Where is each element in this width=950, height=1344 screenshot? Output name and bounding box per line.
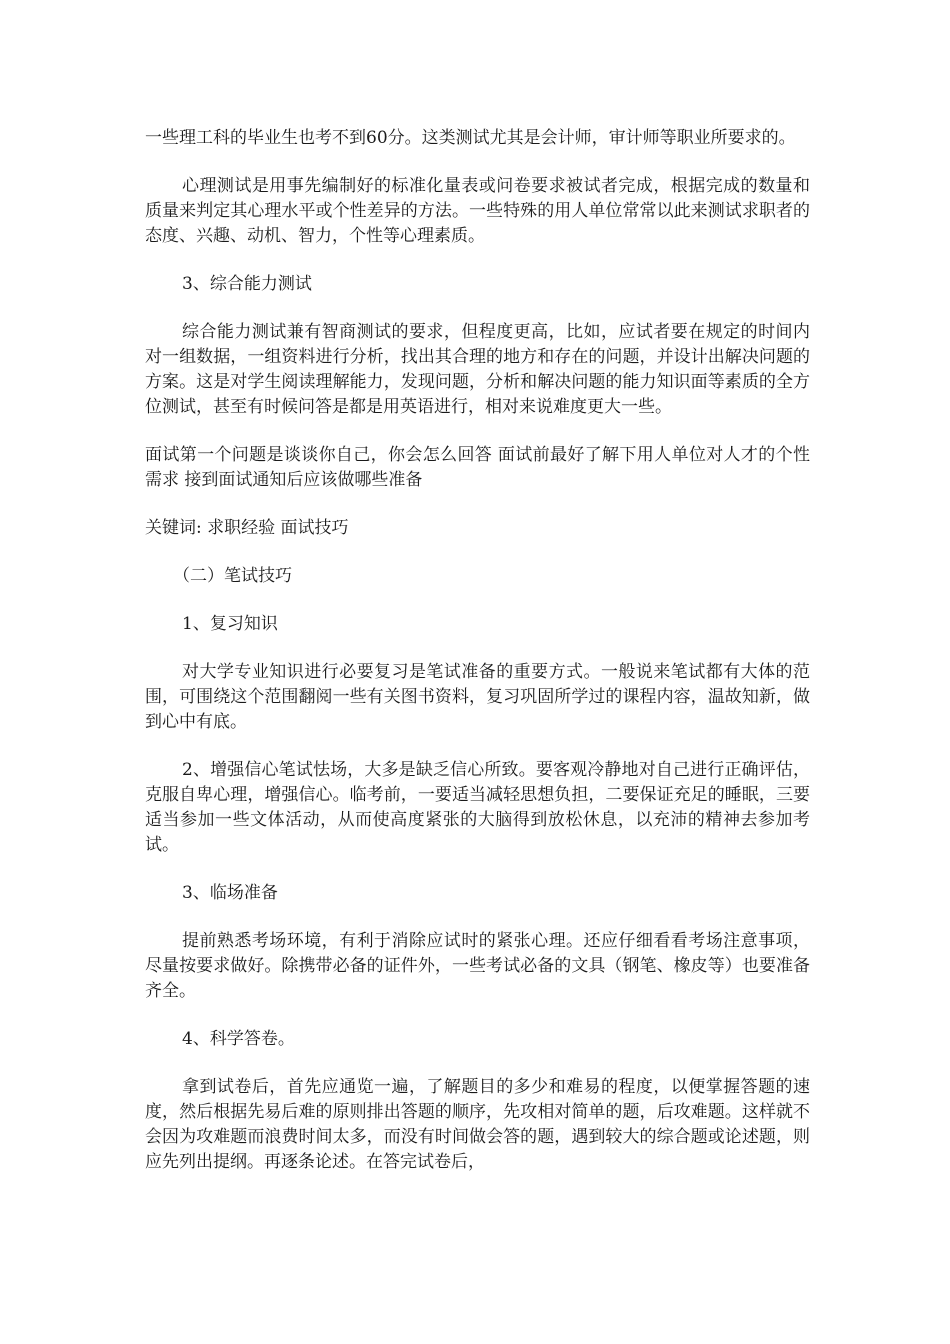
- paragraph-on-site-prep: 提前熟悉考场环境，有利于消除应试时的紧张心理。还应仔细看看考场注意事项，尽量按要求做好。除携带必备的证件外，一些考试必备的文具（钢笔、橡皮等）也要准备齐全。: [145, 931, 810, 1001]
- paragraph-related-links: 面试第一个问题是谈谈你自己，你会怎么回答 面试前最好了解下用人单位对人才的个性需求 接到面试通知后应该做哪些准备: [145, 445, 810, 490]
- paragraph-build-confidence: 2、增强信心笔试怯场，大多是缺乏信心所致。要客观冷静地对自己进行正确评估，克服自卑心理，增强信心。临考前，一要适当减轻思想负担，二要保证充足的睡眠，三要适当参加一些文体活动，从而使高度紧张的大脑得到放松休息，以充沛的精神去参加考试。: [145, 760, 810, 855]
- paragraph-continuation: 一些理工科的毕业生也考不到60分。这类测试尤其是会计师，审计师等职业所要求的。: [145, 128, 796, 148]
- section-heading-written-test-tips: （二）笔试技巧: [173, 566, 292, 586]
- section-heading-on-site-prep: 3、临场准备: [182, 883, 278, 903]
- section-heading-review-knowledge: 1、复习知识: [182, 614, 278, 634]
- paragraph-keywords: 关键词: 求职经验 面试技巧: [145, 518, 349, 538]
- paragraph-review-knowledge: 对大学专业知识进行必要复习是笔试准备的重要方式。一般说来笔试都有大体的范围，可围绕这个范围翻阅一些有关图书资料，复习巩固所学过的课程内容，温故知新，做到心中有底。: [145, 662, 810, 732]
- paragraph-comprehensive-test: 综合能力测试兼有智商测试的要求，但程度更高，比如，应试者要在规定的时间内对一组数据，一组资料进行分析，找出其合理的地方和存在的问题，并设计出解决问题的方案。这是对学生阅读理解能力，发现问题，分析和解决问题的能力知识面等素质的全方位测试，甚至有时候问答是都是用英语进行，相对来说难度更大一些。: [145, 322, 810, 417]
- section-heading-scientific-answering: 4、科学答卷。: [182, 1029, 295, 1049]
- document-body: [145, 126, 810, 1198]
- paragraph-psych-test: 心理测试是用事先编制好的标准化量表或问卷要求被试者完成，根据完成的数量和质量来判定其心理水平或个性差异的方法。一些特殊的用人单位常常以此来测试求职者的态度、兴趣、动机、智力，个性等心理素质。: [145, 176, 810, 246]
- section-heading-comprehensive-test: 3、综合能力测试: [182, 274, 312, 294]
- paragraph-scientific-answering: 拿到试卷后，首先应通览一遍，了解题目的多少和难易的程度，以便掌握答题的速度，然后根据先易后难的原则排出答题的顺序，先攻相对简单的题，后攻难题。这样就不会因为攻难题而浪费时间太多，而没有时间做会答的题，遇到较大的综合题或论述题，则应先列出提纲。再逐条论述。在答完试卷后，: [145, 1077, 810, 1172]
